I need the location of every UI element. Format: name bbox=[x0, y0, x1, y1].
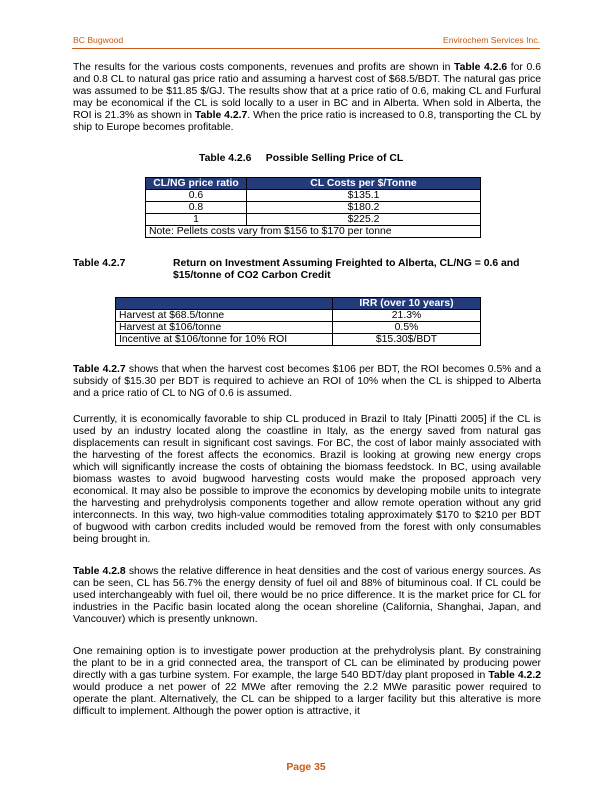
table-row bbox=[146, 202, 481, 214]
header-divider bbox=[72, 48, 540, 49]
table-reference: Table 4.2.7 bbox=[194, 110, 248, 121]
paragraph-text: for 0.6 and 0.8 CL to natural gas price ratio and assuming a harvest cost of $68.5/BDT. The natural gas price was assumed to be $11.85 $/GJ. The results show that at a price ratio of 0.6, making CL and Furfural may be economical if the CL is sold locally to a user in BC and in Alberta. When sold in Alberta, the ROI is 21.3% as shown in bbox=[73, 62, 541, 121]
table-cell: 21.3% bbox=[333, 310, 481, 322]
table-note: Note: Pellets costs vary from $156 to $170 per tonne bbox=[146, 226, 481, 238]
header-right-title: Envirochem Services Inc. bbox=[443, 35, 540, 45]
column-header: CL Costs per $/Tonne bbox=[247, 178, 481, 190]
table-cell: 1 bbox=[146, 214, 247, 226]
header-left-title: BC Bugwood bbox=[73, 35, 124, 45]
table-cell: $135.1 bbox=[247, 190, 481, 202]
paragraph-1 bbox=[73, 62, 541, 134]
paragraph-text: The results for the various costs components, revenues and profits are shown in bbox=[73, 62, 455, 73]
table-header-row bbox=[116, 298, 481, 310]
table-4-2-6-caption: Table 4.2.6 Possible Selling Price of CL bbox=[199, 153, 404, 164]
table-cell: 0.8 bbox=[146, 202, 247, 214]
paragraph-text: shows that when the harvest cost becomes $106 per BDT, the ROI becomes 0.5% and a subsidy of $15.30 per BDT is required to achieve an ROI of 10% when the CL is shipped to Alberta and a price ratio of CL to NG of 0.6 is assumed. bbox=[73, 364, 541, 399]
paragraph-text: . When the price ratio is increased to 0.8, transporting the CL by ship to Europe becomes profitable. bbox=[73, 110, 541, 133]
paragraph-3 bbox=[73, 414, 541, 546]
table-reference: Table 4.2.6 bbox=[454, 62, 508, 73]
column-header: IRR (over 10 years) bbox=[333, 298, 481, 310]
table-reference: Table 4.2.2 bbox=[488, 670, 541, 681]
table-4-2-7-caption-text: Return on Investment Assuming Freighted to Alberta, CL/NG = 0.6 and $15/tonne of CO2 Carbon Credit bbox=[173, 258, 520, 281]
paragraph-4 bbox=[73, 566, 541, 626]
table-reference: Table 4.2.7 bbox=[73, 364, 126, 375]
table-cell: $180.2 bbox=[247, 202, 481, 214]
table-cell: Harvest at $68.5/tonne bbox=[116, 310, 333, 322]
table-cell: $225.2 bbox=[247, 214, 481, 226]
table-cell: $15.30$/BDT bbox=[333, 334, 481, 346]
table-cell: 0.5% bbox=[333, 322, 481, 334]
table-cell: Incentive at $106/tonne for 10% ROI bbox=[116, 334, 333, 346]
table-row bbox=[146, 190, 481, 202]
paragraph-text: would produce a net power of 22 MWe after removing the 2.2 MWe parasitic power required to operate the plant. Alternatively, the CL can be shipped to a larger facility but this alterative is more difficult to implement. Although the power option is attractive, it bbox=[73, 682, 541, 717]
column-header: CL/NG price ratio bbox=[146, 178, 247, 190]
table-cell: 0.6 bbox=[146, 190, 247, 202]
column-header bbox=[116, 298, 333, 310]
page-number: Page 35 bbox=[286, 762, 326, 773]
paragraph-text: Currently, it is economically favorable to ship CL produced in Brazil to Italy [Pinatti 2005] if the CL is used by an industry located along the coastline in Italy, as the energy saved from natural gas displacements can result in significant cost savings. For BC, the cost of labor mainly associated with the harvesting of the forest affects the economics. Brazil is looking at growing new energy crops which will significantly increase the costs of obtaining the biomass feedstock. In BC, using available biomass wastes to avoid bugwood harvesting costs would make the proposed approach very economical. It may also be possible to improve the economics by developing mobile units to integrate the harvesting and prehydrolysis components together and allow remote operation without any grid interconnects. In this way, two high-value commodities totaling approximately $170 to $210 per BDT of bugwood with carbon credits included would be removed from the forest with only consumables being brought in. bbox=[73, 414, 541, 545]
paragraph-5 bbox=[73, 646, 541, 718]
table-row bbox=[146, 214, 481, 226]
paragraph-2 bbox=[73, 364, 541, 400]
paragraph-text: One remaining option is to investigate power production at the prehydrolysis plant. By constraining the plant to be in a grid connected area, the transport of CL can be eliminated by producing power directly with a gas turbine system. For example, the large 540 BDT/day plant proposed in bbox=[73, 646, 541, 681]
table-note-row bbox=[146, 226, 481, 238]
table-4-2-7-caption-number: Table 4.2.7 bbox=[73, 258, 126, 269]
table-row bbox=[116, 322, 481, 334]
table-header-row bbox=[146, 178, 481, 190]
table-cell: Harvest at $106/tonne bbox=[116, 322, 333, 334]
table-reference: Table 4.2.8 bbox=[73, 566, 126, 577]
table-4-2-7 bbox=[115, 297, 481, 346]
table-row bbox=[116, 334, 481, 346]
paragraph-text: shows the relative difference in heat densities and the cost of various energy sources. As can be seen, CL has 56.7% the energy density of fuel oil and 88% of bituminous coal. If CL could be used interchangeably with fuel oil, there would be no price difference. It is the market price for CL for industries in the Pacific basin located along the ocean shoreline (California, Shanghai, Japan, and Vancouver) which is presently unknown. bbox=[73, 566, 541, 625]
table-row bbox=[116, 310, 481, 322]
table-4-2-6 bbox=[145, 177, 481, 238]
